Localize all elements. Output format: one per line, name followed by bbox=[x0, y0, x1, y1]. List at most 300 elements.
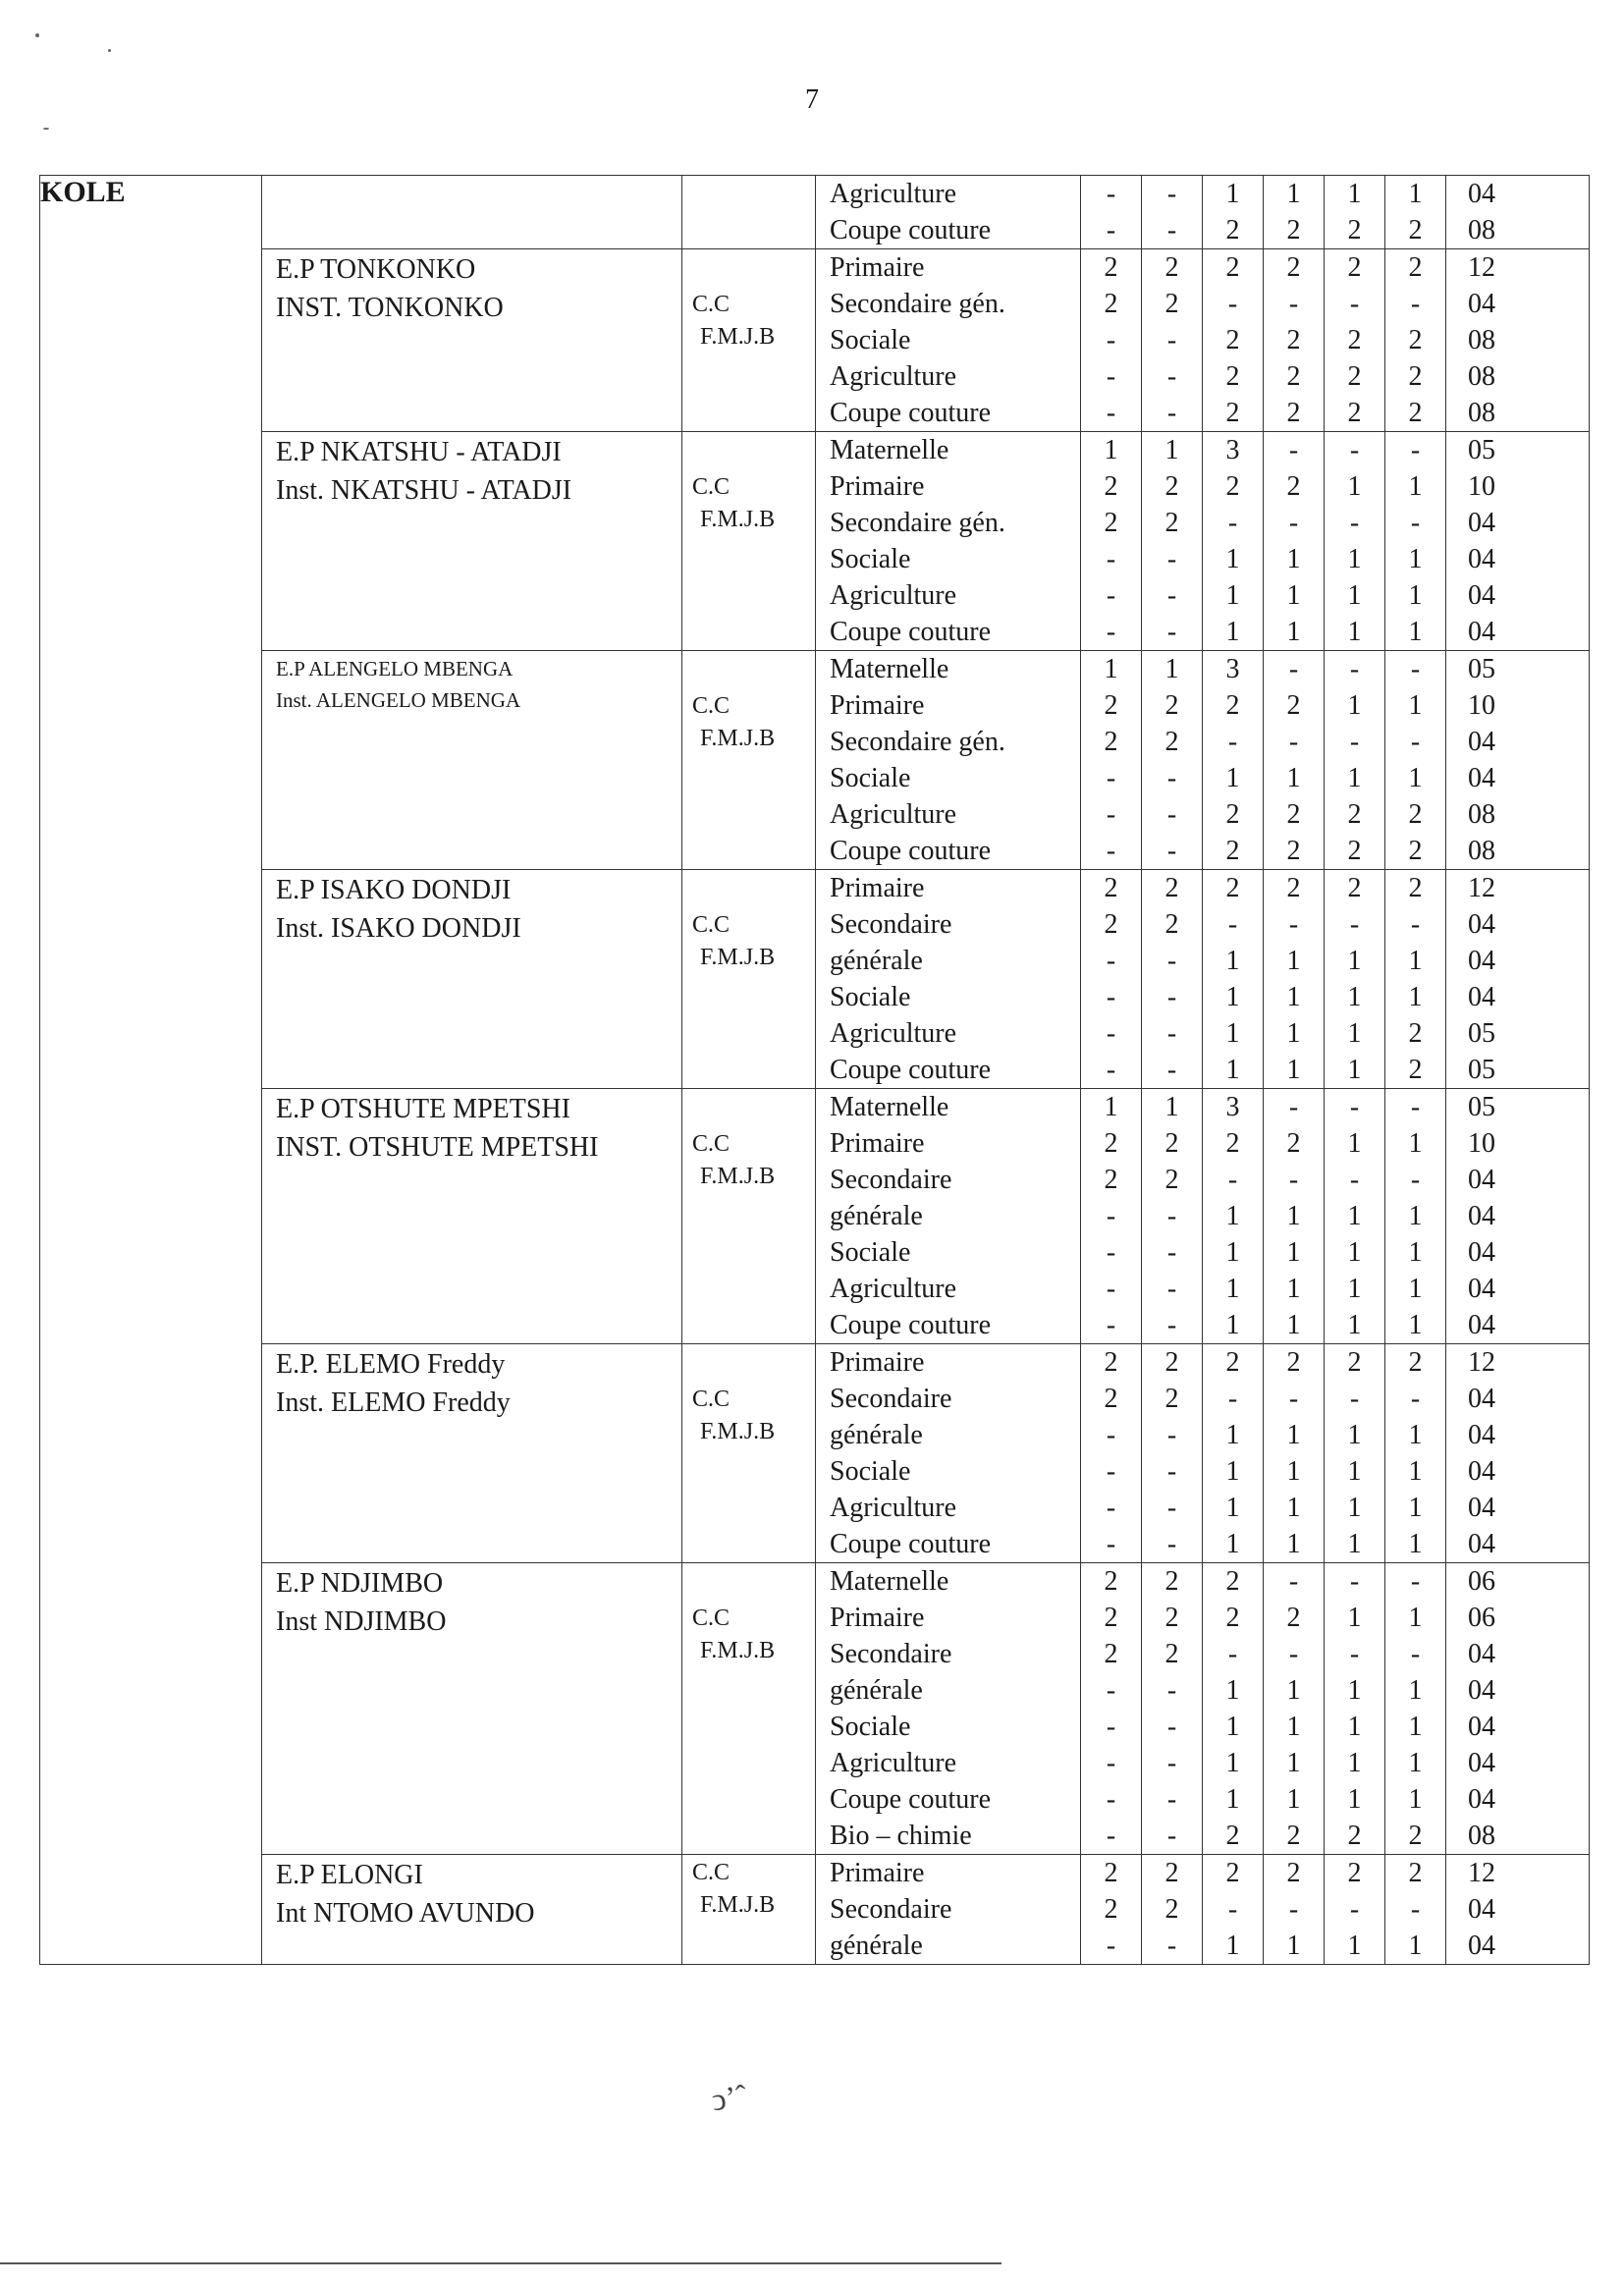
class-count: 1 bbox=[1286, 946, 1301, 976]
class-count: 1 bbox=[1347, 1784, 1362, 1815]
class-count-cell bbox=[1203, 1344, 1264, 1563]
total-cell bbox=[1446, 1563, 1590, 1855]
class-count: - bbox=[1410, 1092, 1421, 1122]
class-count-cell bbox=[1385, 1855, 1446, 1965]
class-count: 1 bbox=[1408, 617, 1423, 647]
class-count: 2 bbox=[1408, 215, 1423, 245]
class-count: - bbox=[1166, 1055, 1177, 1085]
class-count: 2 bbox=[1164, 1639, 1179, 1669]
class-count: - bbox=[1106, 544, 1116, 574]
school-group-row bbox=[40, 249, 1590, 432]
class-count-cell bbox=[1385, 1344, 1446, 1563]
class-count: - bbox=[1349, 654, 1360, 684]
class-count: 2 bbox=[1104, 1603, 1118, 1633]
class-count: 1 bbox=[1225, 617, 1240, 647]
class-count: 2 bbox=[1104, 1165, 1118, 1195]
class-count: 1 bbox=[1408, 982, 1423, 1012]
gestion-label bbox=[682, 651, 815, 755]
class-count-cell bbox=[1081, 1563, 1142, 1855]
class-count: 1 bbox=[1347, 1420, 1362, 1450]
total-value: 04 bbox=[1468, 1420, 1495, 1450]
staffing-table bbox=[39, 175, 1590, 1965]
class-count: 1 bbox=[1286, 1931, 1301, 1961]
class-count: 2 bbox=[1104, 1566, 1118, 1597]
class-count: 1 bbox=[1286, 1201, 1301, 1231]
total-value: 04 bbox=[1468, 1165, 1495, 1195]
class-count: 2 bbox=[1104, 690, 1118, 721]
school-name: Inst. ELEMO Freddy bbox=[276, 1387, 511, 1418]
section-name: Agriculture bbox=[830, 361, 957, 392]
class-count: 2 bbox=[1104, 909, 1118, 940]
class-count: 2 bbox=[1408, 398, 1423, 428]
total-value: 04 bbox=[1468, 1493, 1495, 1523]
section-name: Agriculture bbox=[830, 1493, 957, 1523]
class-count: 1 bbox=[1225, 1018, 1240, 1049]
class-count: 2 bbox=[1104, 1347, 1118, 1378]
class-count: 1 bbox=[1408, 1675, 1423, 1706]
class-count: - bbox=[1166, 1018, 1177, 1049]
class-count: - bbox=[1106, 617, 1116, 647]
class-count: - bbox=[1106, 1310, 1116, 1340]
class-count: - bbox=[1166, 617, 1177, 647]
total-cell bbox=[1446, 651, 1590, 870]
class-count: - bbox=[1106, 763, 1116, 793]
class-count: - bbox=[1288, 1566, 1299, 1597]
section-cell bbox=[816, 249, 1081, 432]
total-value: 10 bbox=[1468, 690, 1495, 721]
section-name: Maternelle bbox=[830, 435, 949, 465]
class-count-cell bbox=[1203, 249, 1264, 432]
class-count: 2 bbox=[1408, 873, 1423, 903]
class-count: 1 bbox=[1347, 763, 1362, 793]
section-name: Coupe couture bbox=[830, 1055, 992, 1085]
class-count: 1 bbox=[1104, 435, 1118, 465]
scan-speck bbox=[35, 33, 39, 37]
class-count: - bbox=[1349, 1092, 1360, 1122]
class-count: 1 bbox=[1225, 1420, 1240, 1450]
class-count: 1 bbox=[1104, 1092, 1118, 1122]
class-count: 1 bbox=[1347, 690, 1362, 721]
total-value: 04 bbox=[1468, 179, 1495, 209]
gestion-cell bbox=[682, 1855, 816, 1965]
class-count: 2 bbox=[1225, 1347, 1240, 1378]
school-name: E.P NKATSHU - ATADJI bbox=[276, 437, 562, 467]
class-count: - bbox=[1227, 727, 1238, 757]
section-name: Agriculture bbox=[830, 179, 957, 209]
gestion-line: F.M.J.B bbox=[700, 1164, 776, 1189]
class-count: 1 bbox=[1408, 471, 1423, 502]
class-count: - bbox=[1227, 909, 1238, 940]
class-count-cell bbox=[1081, 870, 1142, 1089]
gestion-line: C.C bbox=[692, 912, 731, 938]
class-count-cell bbox=[1264, 249, 1325, 432]
class-count: - bbox=[1166, 1784, 1177, 1815]
gestion-line: F.M.J.B bbox=[700, 726, 776, 751]
class-count: 2 bbox=[1286, 799, 1301, 830]
gestion-label bbox=[682, 1855, 815, 1922]
school-group-row bbox=[40, 176, 1590, 249]
class-count: 2 bbox=[1408, 325, 1423, 355]
class-count: 1 bbox=[1225, 1493, 1240, 1523]
class-count-cell bbox=[1264, 176, 1325, 249]
gestion-cell bbox=[682, 432, 816, 651]
class-count: - bbox=[1106, 1201, 1116, 1231]
class-count: - bbox=[1106, 580, 1116, 611]
total-cell bbox=[1446, 1344, 1590, 1563]
class-count: 1 bbox=[1408, 690, 1423, 721]
class-count-cell bbox=[1385, 176, 1446, 249]
gestion-cell bbox=[682, 1563, 816, 1855]
class-count-cell bbox=[1142, 249, 1203, 432]
school-cell bbox=[262, 176, 682, 249]
class-count: - bbox=[1288, 727, 1299, 757]
class-count-cell bbox=[1264, 432, 1325, 651]
class-count-cell bbox=[1325, 870, 1385, 1089]
class-count: 2 bbox=[1286, 690, 1301, 721]
section-name: Primaire bbox=[830, 1603, 925, 1633]
class-count: - bbox=[1410, 1894, 1421, 1925]
class-count: 2 bbox=[1225, 325, 1240, 355]
school-name: E.P ELONGI bbox=[276, 1860, 423, 1890]
total-value: 10 bbox=[1468, 1128, 1495, 1159]
school-cell bbox=[262, 432, 682, 651]
class-count: - bbox=[1349, 289, 1360, 319]
section-name: Primaire bbox=[830, 873, 925, 903]
class-count: 1 bbox=[1104, 654, 1118, 684]
class-count: 1 bbox=[1347, 1931, 1362, 1961]
class-count: 2 bbox=[1104, 289, 1118, 319]
class-count: 1 bbox=[1225, 1931, 1240, 1961]
total-value: 05 bbox=[1468, 654, 1495, 684]
class-count: 1 bbox=[1347, 1748, 1362, 1778]
section-cell bbox=[816, 1855, 1081, 1965]
class-count: 1 bbox=[1347, 1128, 1362, 1159]
class-count: 1 bbox=[1408, 1493, 1423, 1523]
class-count: - bbox=[1166, 1931, 1177, 1961]
class-count: - bbox=[1410, 1639, 1421, 1669]
school-cell bbox=[262, 651, 682, 870]
class-count: 1 bbox=[1408, 1128, 1423, 1159]
total-value: 12 bbox=[1468, 873, 1495, 903]
class-count: - bbox=[1288, 1639, 1299, 1669]
bottom-rule bbox=[0, 2262, 1001, 2264]
total-value: 08 bbox=[1468, 215, 1495, 245]
class-count: 2 bbox=[1225, 215, 1240, 245]
class-count: 2 bbox=[1408, 252, 1423, 283]
class-count-cell bbox=[1325, 432, 1385, 651]
gestion-line: C.C bbox=[692, 1860, 731, 1885]
class-count: 2 bbox=[1347, 836, 1362, 866]
class-count: 1 bbox=[1225, 1748, 1240, 1778]
class-count: 1 bbox=[1408, 1748, 1423, 1778]
class-count: - bbox=[1349, 508, 1360, 538]
class-count: - bbox=[1288, 435, 1299, 465]
class-count: 2 bbox=[1225, 799, 1240, 830]
class-count: 1 bbox=[1286, 617, 1301, 647]
class-count: 2 bbox=[1104, 508, 1118, 538]
gestion-line: F.M.J.B bbox=[700, 1892, 776, 1918]
class-count-cell bbox=[1264, 1563, 1325, 1855]
class-count: - bbox=[1166, 763, 1177, 793]
school-name: Inst. NKATSHU - ATADJI bbox=[276, 475, 572, 506]
gestion-line: C.C bbox=[692, 1131, 731, 1157]
class-count: - bbox=[1349, 1384, 1360, 1414]
class-count-cell bbox=[1203, 870, 1264, 1089]
total-value: 04 bbox=[1468, 617, 1495, 647]
total-cell bbox=[1446, 176, 1590, 249]
school-name: E.P TONKONKO bbox=[276, 254, 476, 285]
class-count: - bbox=[1166, 982, 1177, 1012]
total-value: 04 bbox=[1468, 1529, 1495, 1559]
class-count: - bbox=[1410, 654, 1421, 684]
class-count: 3 bbox=[1225, 1092, 1240, 1122]
class-count: - bbox=[1288, 508, 1299, 538]
class-count-cell bbox=[1142, 1855, 1203, 1965]
class-count: 2 bbox=[1164, 727, 1179, 757]
class-count: - bbox=[1166, 580, 1177, 611]
school-group-row bbox=[40, 432, 1590, 651]
section-name: générale bbox=[830, 1931, 923, 1961]
class-count: 2 bbox=[1225, 1821, 1240, 1851]
class-count: - bbox=[1166, 1420, 1177, 1450]
class-count: - bbox=[1227, 1894, 1238, 1925]
class-count: 1 bbox=[1408, 544, 1423, 574]
section-name: Primaire bbox=[830, 1858, 925, 1888]
section-name: Agriculture bbox=[830, 799, 957, 830]
class-count-cell bbox=[1203, 1855, 1264, 1965]
class-count-cell bbox=[1081, 651, 1142, 870]
class-count: - bbox=[1106, 946, 1116, 976]
total-value: 10 bbox=[1468, 471, 1495, 502]
class-count: 2 bbox=[1164, 1603, 1179, 1633]
class-count: - bbox=[1410, 1384, 1421, 1414]
school-name: Int NTOMO AVUNDO bbox=[276, 1898, 535, 1929]
class-count: - bbox=[1166, 946, 1177, 976]
class-count: 2 bbox=[1286, 1128, 1301, 1159]
class-count: 1 bbox=[1408, 1529, 1423, 1559]
class-count: - bbox=[1349, 727, 1360, 757]
class-count: 2 bbox=[1347, 799, 1362, 830]
section-name: générale bbox=[830, 1675, 923, 1706]
class-count: - bbox=[1166, 836, 1177, 866]
class-count: 1 bbox=[1347, 580, 1362, 611]
class-count: 2 bbox=[1286, 1821, 1301, 1851]
total-value: 04 bbox=[1468, 1784, 1495, 1815]
section-cell bbox=[816, 1344, 1081, 1563]
class-count-cell bbox=[1325, 1344, 1385, 1563]
total-value: 04 bbox=[1468, 1675, 1495, 1706]
total-value: 04 bbox=[1468, 580, 1495, 611]
class-count: 2 bbox=[1164, 289, 1179, 319]
class-count: - bbox=[1166, 1821, 1177, 1851]
gestion-cell bbox=[682, 176, 816, 249]
section-name: Primaire bbox=[830, 690, 925, 721]
class-count: 1 bbox=[1286, 1748, 1301, 1778]
class-count: 2 bbox=[1286, 1347, 1301, 1378]
class-count: - bbox=[1166, 799, 1177, 830]
class-count: 1 bbox=[1286, 1018, 1301, 1049]
gestion-cell bbox=[682, 651, 816, 870]
class-count-cell bbox=[1203, 176, 1264, 249]
class-count: 2 bbox=[1164, 1347, 1179, 1378]
gestion-line: C.C bbox=[692, 474, 731, 500]
class-count: 1 bbox=[1347, 617, 1362, 647]
class-count: 1 bbox=[1286, 1712, 1301, 1742]
class-count: - bbox=[1106, 1821, 1116, 1851]
class-count-cell bbox=[1325, 176, 1385, 249]
class-count: - bbox=[1106, 1748, 1116, 1778]
class-count: - bbox=[1288, 1384, 1299, 1414]
class-count: 2 bbox=[1408, 1018, 1423, 1049]
total-value: 05 bbox=[1468, 435, 1495, 465]
section-name: Coupe couture bbox=[830, 617, 992, 647]
class-count-cell bbox=[1385, 249, 1446, 432]
school-name: Inst NDJIMBO bbox=[276, 1606, 447, 1637]
class-count: 1 bbox=[1286, 1274, 1301, 1304]
class-count-cell bbox=[1142, 1089, 1203, 1344]
class-count: 1 bbox=[1347, 179, 1362, 209]
class-count: 2 bbox=[1225, 471, 1240, 502]
class-count: - bbox=[1106, 1237, 1116, 1268]
class-count: - bbox=[1166, 1201, 1177, 1231]
section-name: Primaire bbox=[830, 252, 925, 283]
section-name: Coupe couture bbox=[830, 1529, 992, 1559]
section-cell bbox=[816, 651, 1081, 870]
class-count: - bbox=[1106, 1493, 1116, 1523]
gestion-label bbox=[682, 176, 815, 215]
class-count: 2 bbox=[1286, 215, 1301, 245]
class-count-cell bbox=[1385, 1089, 1446, 1344]
class-count-cell bbox=[1081, 1855, 1142, 1965]
class-count: 2 bbox=[1225, 690, 1240, 721]
section-name: Bio – chimie bbox=[830, 1821, 972, 1851]
class-count: 2 bbox=[1164, 1858, 1179, 1888]
section-name: Coupe couture bbox=[830, 215, 992, 245]
class-count: 2 bbox=[1225, 1128, 1240, 1159]
class-count: 2 bbox=[1225, 252, 1240, 283]
class-count: 1 bbox=[1408, 1274, 1423, 1304]
class-count: - bbox=[1349, 1639, 1360, 1669]
class-count-cell bbox=[1081, 432, 1142, 651]
class-count: - bbox=[1349, 909, 1360, 940]
class-count-cell bbox=[1385, 1563, 1446, 1855]
school-group-row bbox=[40, 870, 1590, 1089]
total-value: 08 bbox=[1468, 361, 1495, 392]
class-count: 2 bbox=[1408, 836, 1423, 866]
class-count: - bbox=[1166, 361, 1177, 392]
class-count: - bbox=[1349, 1894, 1360, 1925]
class-count: 2 bbox=[1164, 508, 1179, 538]
class-count-cell bbox=[1142, 651, 1203, 870]
section-name: Secondaire bbox=[830, 1639, 952, 1669]
class-count: - bbox=[1227, 289, 1238, 319]
class-count: - bbox=[1106, 1018, 1116, 1049]
total-value: 04 bbox=[1468, 1639, 1495, 1669]
total-value: 06 bbox=[1468, 1603, 1495, 1633]
page-number: 7 bbox=[805, 84, 819, 115]
class-count: 2 bbox=[1104, 1894, 1118, 1925]
class-count: - bbox=[1106, 1529, 1116, 1559]
class-count: 2 bbox=[1164, 690, 1179, 721]
school-name: INST. OTSHUTE MPETSHI bbox=[276, 1132, 599, 1163]
class-count: - bbox=[1166, 1748, 1177, 1778]
class-count: 2 bbox=[1286, 361, 1301, 392]
section-cell bbox=[816, 1089, 1081, 1344]
section-name: Primaire bbox=[830, 471, 925, 502]
class-count: - bbox=[1166, 398, 1177, 428]
class-count: 2 bbox=[1104, 1858, 1118, 1888]
class-count: 2 bbox=[1347, 1858, 1362, 1888]
class-count: - bbox=[1166, 1456, 1177, 1487]
school-name: E.P ALENGELO MBENGA bbox=[276, 657, 514, 680]
total-value: 04 bbox=[1468, 1931, 1495, 1961]
section-name: Sociale bbox=[830, 325, 911, 355]
class-count: - bbox=[1166, 1529, 1177, 1559]
class-count: - bbox=[1166, 325, 1177, 355]
class-count: 1 bbox=[1286, 179, 1301, 209]
class-count: - bbox=[1410, 435, 1421, 465]
class-count: 1 bbox=[1347, 1055, 1362, 1085]
total-value: 04 bbox=[1468, 289, 1495, 319]
class-count: 1 bbox=[1408, 179, 1423, 209]
total-value: 12 bbox=[1468, 252, 1495, 283]
gestion-cell bbox=[682, 249, 816, 432]
class-count: 2 bbox=[1286, 1603, 1301, 1633]
class-count: 2 bbox=[1164, 471, 1179, 502]
class-count: 1 bbox=[1347, 1018, 1362, 1049]
class-count: 2 bbox=[1347, 325, 1362, 355]
locality-cell: KOLE bbox=[40, 176, 262, 1965]
section-name: Maternelle bbox=[830, 1092, 949, 1122]
gestion-line: C.C bbox=[692, 693, 731, 719]
class-count: 2 bbox=[1286, 471, 1301, 502]
school-group-row bbox=[40, 651, 1590, 870]
class-count-cell bbox=[1264, 651, 1325, 870]
gestion-line: F.M.J.B bbox=[700, 1419, 776, 1444]
class-count: 2 bbox=[1347, 215, 1362, 245]
class-count: 2 bbox=[1164, 873, 1179, 903]
section-cell bbox=[816, 176, 1081, 249]
class-count-cell bbox=[1325, 249, 1385, 432]
total-cell bbox=[1446, 1855, 1590, 1965]
school-name: E.P. ELEMO Freddy bbox=[276, 1349, 506, 1380]
class-count: 2 bbox=[1286, 325, 1301, 355]
section-name: Sociale bbox=[830, 1456, 911, 1487]
section-name: Secondaire bbox=[830, 1894, 952, 1925]
gestion-label bbox=[682, 1089, 815, 1193]
class-count: 1 bbox=[1225, 1675, 1240, 1706]
class-count: 1 bbox=[1408, 1456, 1423, 1487]
gestion-cell bbox=[682, 1344, 816, 1563]
class-count: 1 bbox=[1225, 1310, 1240, 1340]
class-count: - bbox=[1106, 1274, 1116, 1304]
class-count: 1 bbox=[1347, 982, 1362, 1012]
class-count: 1 bbox=[1408, 763, 1423, 793]
total-value: 05 bbox=[1468, 1018, 1495, 1049]
total-value: 06 bbox=[1468, 1566, 1495, 1597]
class-count: - bbox=[1166, 1237, 1177, 1268]
section-name: Coupe couture bbox=[830, 398, 992, 428]
class-count: 2 bbox=[1225, 873, 1240, 903]
class-count: 2 bbox=[1104, 727, 1118, 757]
class-count: 1 bbox=[1286, 1237, 1301, 1268]
class-count: 1 bbox=[1347, 544, 1362, 574]
school-cell bbox=[262, 249, 682, 432]
gestion-line: C.C bbox=[692, 1605, 731, 1631]
gestion-line: C.C bbox=[692, 1387, 731, 1412]
class-count: - bbox=[1106, 1931, 1116, 1961]
class-count: 1 bbox=[1408, 580, 1423, 611]
